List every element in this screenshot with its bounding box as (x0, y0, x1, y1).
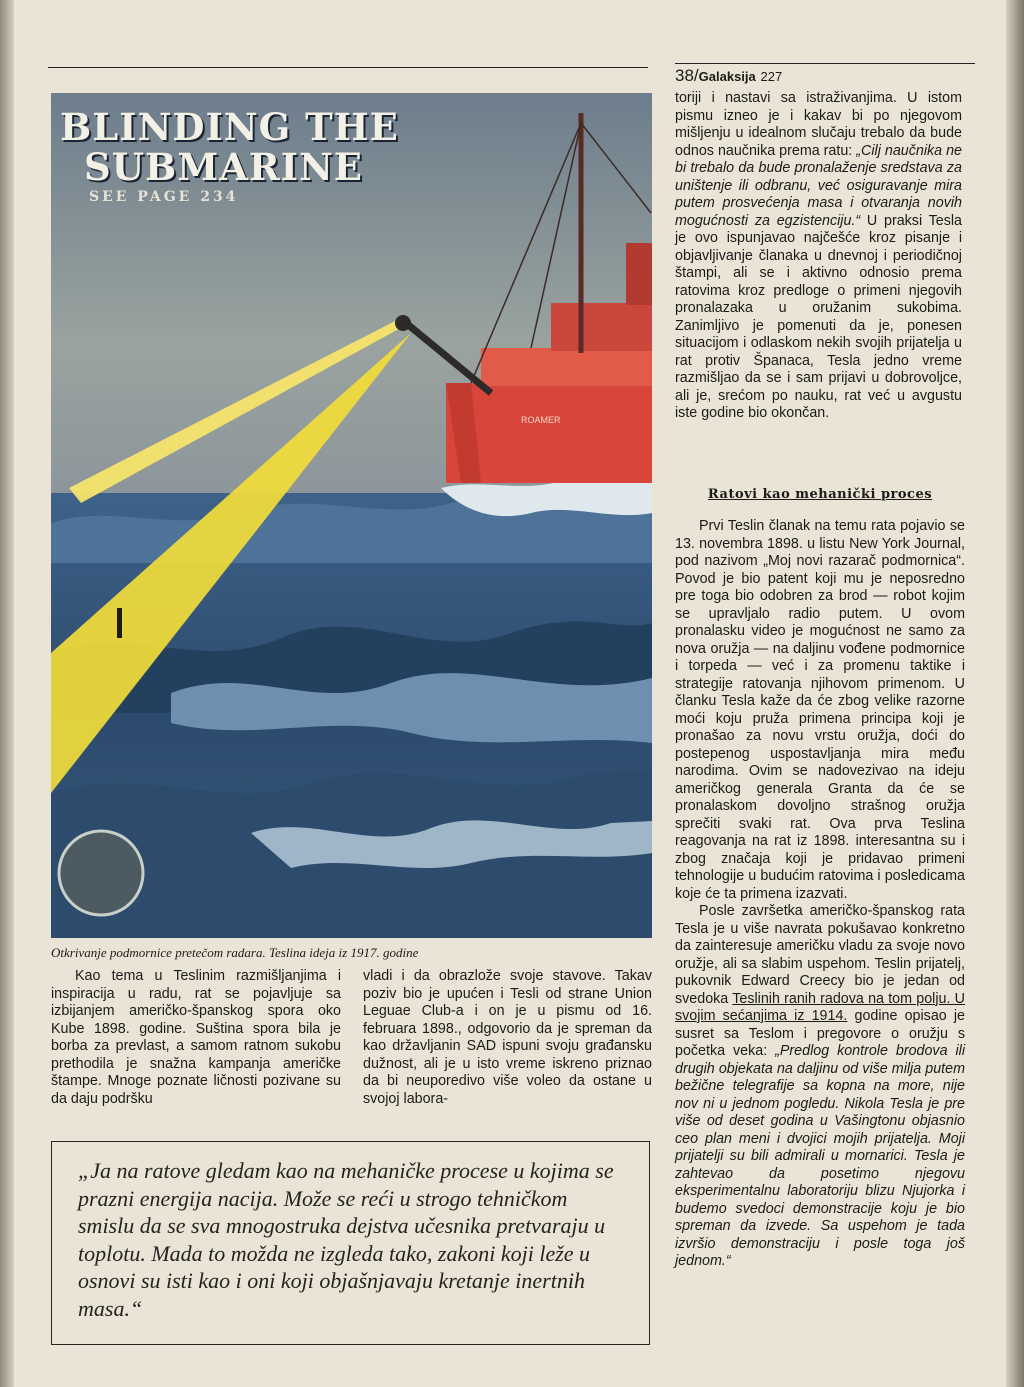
ship-bridge (551, 303, 652, 351)
column-c-top (675, 90, 962, 423)
column-c-top-paragraph (675, 90, 962, 423)
column-b (363, 968, 652, 1108)
creecy-quote: „Predlog kontrole brodova ili drugih objekata na daljinu od više milja putem bežične telegrafije sa kopna na more, nije nov ni u jednom pogledu. Nikola Tesla je pre više od deset godina u Vašingtonu objasnio ceo plan meni i dvojici mojih prijatelja. Moji prijatelji su bili admirali u mornarici. Tesla je zahtevao da posetimo njegovu eksperimentalnu laboratoriju blizu Njujorka i budemo svedoci demonstracije koju je bio spreman da izvede. Sa uspehom je tada izvršio demonstraciju i posle toga još jednom.“ (675, 1043, 965, 1269)
text-run: U praksi Tesla je ovo ispunjavao najčešće kroz pisanje i objavljivanje članaka u dnevnoj i periodičnoj štampi, ali se i aktivno odnosio prema ratovima kroz predloge o primeni njegovih pronalazaka u oružanim sukobima. Zanimljivo je pomenuti da je, ponesen situacijom i odlaskom nekih svojih prijatelja u rat protiv Španaca, Tesla jedno vreme razmišljao da se i sam prijavi u dobrovoljce, ali je, srećom po nauku, rat već u avgustu iste godine bio okončan. (675, 212, 962, 421)
pull-quote: „Ja na ratove gledam kao na mehaničke procese u kojima se prazni energija nacija. Može se reći u strogo tehničkom smislu da se sva mnogostruka dejstva učesnika pretvaraju u toplotu. Mada to možda ne izgleda tako, zakoni koji leže u osnovi su isti kao i oni koji objašnjavaju kretanje inertnih masa.“ (78, 1158, 614, 1321)
top-rule (48, 67, 648, 68)
column-a-paragraph: Kao tema u Teslinim razmišljanjima i inspiracija u radu, rat se pojavljuje sa izbijanjem američko-španskog spora oko Kube 1898. godine. Suština spora bila je borba za prevlast, a samom ratnom sukobu prethodila je snažna kampanja američke štampe. Mnoge poznate ličnosti pozivane su da daju podršku (51, 968, 341, 1107)
page-gutter-shadow (0, 0, 14, 1387)
illustration-blinding-the-submarine (51, 93, 652, 938)
periscope (117, 608, 122, 638)
pull-quote-box (51, 1141, 650, 1345)
page-number: 38 (675, 66, 694, 85)
submarine-crew-window (59, 831, 143, 915)
column-a (51, 968, 341, 1108)
issue-number: 227 (760, 69, 783, 84)
column-c-bottom (675, 518, 965, 1271)
ship-deck (481, 348, 652, 386)
column-b-paragraph: vladi i da obrazlože svoje stavove. Takav poziv bio je upućen i Tesli od strane Union Leguae Club-a i on je u pismu od 16. februara 1898., odgovorio da je spreman da kao državljanin SAD ispuni svoju građansku dužnost, ali je u isto vreme iskreno priznao da bi neuporedivo više voleo da ostane u svojoj labora- (363, 968, 652, 1107)
column-c-paragraph-2 (675, 903, 965, 1271)
ship-name: ROAMER (521, 415, 561, 425)
page-header: 38/Galaksija 227 (675, 63, 975, 90)
poster-title-line2: SUBMARINE (84, 145, 364, 189)
section-heading: Ratovi kao mehanički proces (707, 487, 933, 502)
column-c-paragraph-1: Prvi Teslin članak na temu rata pojavio se 13. novembra 1898. u listu New York Journal, pod nazivom „Moj novi razarač podmornica“. Povod je bio patent koji mu je neposredno pre toga bio odobren za brod — robot kojim se upravljalo radio putem. U ovom pronalasku video je mogućnost ne samo za nova oružja — na daljinu vođene podmornice i torpeda — već i za promenu taktike i strategije ratovanja njihovom primenom. U članku Tesla kaže da će zbog velike razorne moći koju pruža primena principa koji je pronašao za novu vrstu oružja, doći do postepenog uspostavljanja mira među narodima. Ovim se nadovezivao na ideju američkog generala Granta da će se pronalaskom dovoljno strašnog oružja sprečiti svaki rat. Ova prva Teslina reagovanja na rat iz 1898. interesantna su i zbog značaja koji je pridavao primeni tehnologije u budućim ratovima i posledicama koje će ta primena izazvati. (675, 518, 965, 902)
text-run: godine opisao je susret sa Teslom i pregovore o oružju s početka veka: (675, 1008, 965, 1059)
figure-caption: Otkrivanje podmornice pretečom radara. Teslina ideja iz 1917. godine (51, 945, 419, 960)
text-run: toriji i nastavi sa istraživanjima. U istom pismu izneo je i kakav bi po njegovom mišljenju u idealnom slučaju trebalo da bude odnos naučnika prema ratu: (675, 90, 962, 159)
page-edge (1006, 0, 1024, 1387)
underlined-text: Teslinih ranih radova na tom polju. U svojim sećanjima iz 1914. (675, 990, 965, 1024)
tesla-quote-inline: „Cilj naučnika ne bi trebalo da bude pronalaženje sredstava za uništenje ili odbranu, već osiguravanje mira putem prosvećenja masa i otvaranja novih mogućnosti za egzistenciju.“ (675, 142, 962, 229)
poster-title-line1: BLINDING THE (60, 105, 399, 149)
ship-funnel (626, 243, 652, 305)
text-run: Posle završetka američko-španskog rata Tesla je u više navrata pokušavao konkretno da zainteresuje američku vladu za svoje novo oružje, ali sa slabim uspehom. Teslin prijatelj, pukovnik Edward Creecy bio je jedan od svedoka (675, 903, 965, 1007)
magazine-name: Galaksija (698, 69, 756, 84)
poster-subtitle: SEE PAGE 234 (89, 189, 239, 205)
illustration-painting (51, 93, 652, 938)
searchlight (395, 315, 411, 331)
poster-title (60, 107, 399, 187)
